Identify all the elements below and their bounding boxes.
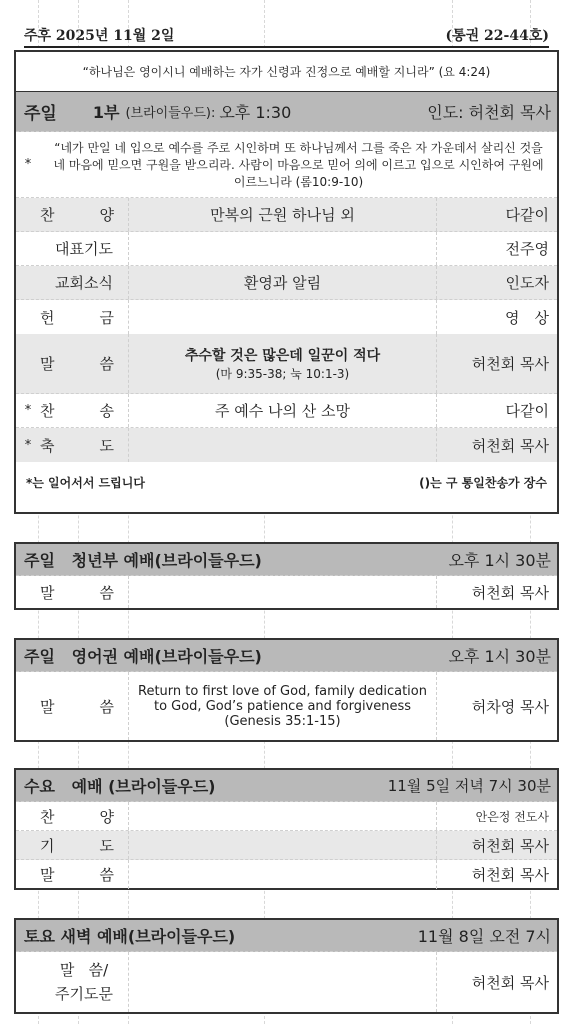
bulletin-date: 주후 2025년 11월 2일: [24, 28, 175, 44]
order-row: [16, 300, 557, 334]
row-label: [40, 958, 128, 1006]
order-row: [16, 831, 557, 860]
label-part: 헌: [40, 308, 55, 327]
order-row: [16, 860, 557, 889]
youth-header: [16, 544, 557, 576]
label-part: 찬: [40, 206, 55, 224]
wed-title: 수요 예배 (브라이들우드): [24, 777, 216, 796]
service-leader: 인도: 허천회 목사: [427, 103, 551, 122]
row-label: [40, 435, 128, 456]
row-content: [128, 428, 437, 462]
row-label: [40, 307, 128, 328]
row-person: 허천회 목사: [471, 866, 549, 884]
order-row: [16, 394, 557, 428]
row-person: 전주영: [505, 240, 549, 258]
english-title: 주일 영어권 예배(브라이들우드): [24, 647, 262, 666]
english-sermon-text: [128, 672, 437, 740]
row-content: [128, 831, 437, 859]
row-content: [128, 860, 437, 889]
row-label: [40, 696, 128, 717]
english-service-box: [14, 638, 559, 742]
wed-header: [16, 770, 557, 802]
service-part: 1부: [92, 103, 120, 122]
row-content: [128, 394, 437, 427]
bulletin-header: [24, 24, 549, 48]
sermon-label: [40, 353, 128, 374]
star-mark: *: [24, 403, 32, 418]
row-person: 인도자: [505, 274, 549, 292]
star-mark: *: [24, 157, 32, 172]
row-label: [40, 582, 128, 603]
label-part: 찬: [40, 807, 55, 826]
sat-sermon-row: [16, 952, 557, 1012]
sat-time: 11월 8일 오전 7시: [417, 927, 551, 946]
service-place: (브라이들우드):: [125, 106, 216, 121]
youth-service-box: [14, 542, 559, 610]
verse-text: “하나님은 영이시니 예배하는 자가 신령과 진정으로 예배할 지니라” (요 4:24): [82, 65, 491, 79]
label-part: 도: [99, 436, 114, 455]
row-person: 허천회 목사: [471, 836, 549, 855]
row-label: [40, 272, 128, 293]
label-part: 양: [99, 807, 114, 826]
english-preacher: 허차영 목사: [471, 697, 549, 716]
row-content: [128, 266, 437, 299]
row-label: [40, 835, 128, 856]
scripture-text: “네가 만일 네 입으로 예수를 주로 시인하며 또 하나님께서 그를 죽은 자 가운데서 살리신 것을 네 마음에 믿으면 구원을 받으리라. 사람이 마음으로 믿어 의에 이르고 입으로 시인하여 구원에 이르느니라 (롬10:9-10): [53, 141, 544, 189]
verse-banner: [16, 52, 557, 92]
service1-header: [16, 92, 557, 132]
row-content: [128, 952, 437, 1012]
sat-title: 토요 새벽 예배(브라이들우드): [24, 927, 236, 946]
row-content: [128, 576, 437, 608]
saturday-service-box: [14, 918, 559, 1014]
label-part: 축: [40, 436, 55, 455]
row-label: [40, 806, 128, 827]
label-part: 말: [40, 583, 55, 602]
row-text: 주 예수 나의 산 소망: [215, 402, 350, 420]
order-row: [16, 232, 557, 266]
service-time: 오후 1:30: [219, 103, 292, 122]
row-content: [128, 232, 437, 265]
label-part: 찬: [40, 402, 55, 420]
row-label: [40, 864, 128, 885]
row-text: 환영과 알림: [243, 274, 322, 292]
label-part: 말: [40, 355, 55, 373]
note-right: ()는 구 통일찬송가 장수: [419, 475, 547, 490]
label-part: 씀: [99, 583, 114, 602]
english-header: [16, 640, 557, 672]
label-part: 씀: [99, 866, 114, 884]
row-label: [40, 400, 128, 421]
row-person: 허천회 목사: [471, 436, 549, 455]
english-time: 오후 1시 30분: [448, 647, 551, 666]
label-part: 송: [99, 402, 114, 420]
row-person: 영 상: [505, 308, 549, 327]
sat-preacher: 허천회 목사: [471, 973, 549, 992]
row-person: 다같이: [505, 206, 549, 224]
label-part: 기: [40, 836, 55, 855]
row-label: [40, 204, 128, 225]
label-part: 주기도문: [55, 985, 113, 1003]
row-text: 만복의 근원 하나님 외: [210, 206, 355, 224]
youth-time: 오후 1시 30분: [448, 551, 551, 570]
wed-time: 11월 5일 저녁 7시 30분: [387, 777, 551, 795]
sat-header: [16, 920, 557, 952]
english-sermon-row: [16, 672, 557, 740]
order-row: [16, 198, 557, 232]
label-part: 양: [99, 206, 114, 224]
note-row: [16, 462, 557, 502]
label-part: 씀: [99, 355, 114, 373]
label-part: 말: [40, 697, 55, 716]
sermon-content: [128, 334, 437, 393]
row-label: [40, 238, 128, 259]
row-content: [128, 802, 437, 830]
main-service-box: [14, 50, 559, 514]
bulletin-issue: (통권 22-44호): [445, 28, 549, 44]
row-content: [128, 300, 437, 334]
note-left: *는 일어서서 드립니다: [26, 475, 145, 490]
wednesday-service-box: [14, 768, 559, 890]
label-part: 말: [40, 866, 55, 884]
sermon-ref: (마 9:35-38; 눅 10:1-3): [215, 367, 350, 381]
label-part: 씀: [99, 697, 114, 716]
row-person: 다같이: [505, 402, 549, 420]
service-day: 주일: [24, 104, 57, 124]
order-row: [16, 266, 557, 300]
youth-sermon-row: [16, 576, 557, 608]
order-row: [16, 428, 557, 462]
sermon-title: 추수할 것은 많은데 일꾼이 적다: [184, 348, 381, 364]
scripture-row: [16, 132, 557, 198]
youth-title: 주일 청년부 예배(브라이들우드): [24, 551, 262, 570]
star-mark: *: [24, 437, 32, 453]
label-part: 말 씀/: [59, 961, 109, 979]
row-content: [128, 198, 437, 231]
sermon-preacher: 허천회 목사: [471, 355, 549, 373]
row-person: 안은정 전도사: [475, 809, 549, 824]
label-part: 금: [99, 308, 114, 327]
label-part: 교회소식: [55, 274, 113, 292]
order-row: [16, 802, 557, 831]
label-part: 대표기도: [55, 240, 113, 258]
label-part: 도: [99, 836, 114, 855]
sermon-row: [16, 334, 557, 394]
sermon-title: Return to first love of God, family dedication to God, God’s patience and forgiveness (Genesis 35:1-15): [138, 683, 427, 729]
youth-preacher: 허천회 목사: [471, 583, 549, 602]
